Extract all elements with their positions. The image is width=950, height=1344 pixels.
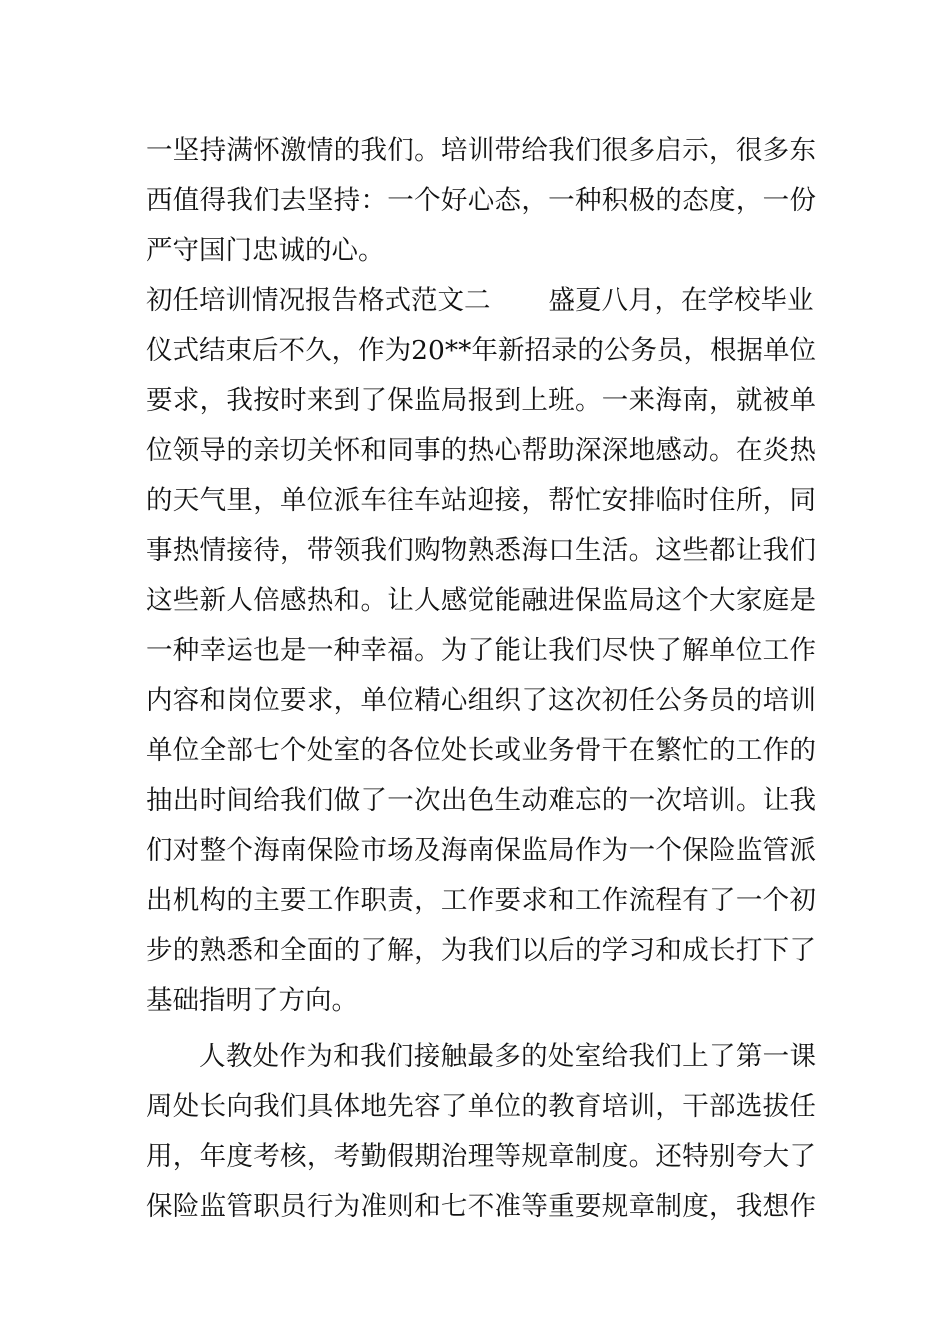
- text-line: 要求，我按时来到了保监局报到上班。一来海南，就被单: [146, 385, 816, 416]
- heading-line: [146, 276, 816, 326]
- text-line: 仪式结束后不久，作为20**年新招录的公务员，根据单位: [146, 335, 816, 366]
- text-line: 步的熟悉和全面的了解，为我们以后的学习和成长打下了: [146, 935, 816, 966]
- text-line: 一坚持满怀激情的我们。培训带给我们很多启示，很多东: [146, 135, 816, 166]
- text-line: 用，年度考核，考勤假期治理等规章制度。还特别夸大了: [146, 1141, 816, 1172]
- text-line: 抽出时间给我们做了一次出色生动难忘的一次培训。让我: [146, 785, 816, 816]
- text-line: 单位全部七个处室的各位处长或业务骨干在繁忙的工作的: [146, 735, 816, 766]
- text-line: 位领导的亲切关怀和同事的热心帮助深深地感动。在炎热: [146, 435, 816, 466]
- text-line: 基础指明了方向。: [146, 985, 358, 1016]
- text-line: 西值得我们去坚持：一个好心态，一种积极的态度，一份: [146, 185, 816, 216]
- text-line: 们对整个海南保险市场及海南保监局作为一个保险监管派: [146, 835, 816, 866]
- text-line: 一种幸运也是一种幸福。为了能让我们尽快了解单位工作: [146, 635, 816, 666]
- section-heading: 初任培训情况报告格式范文二: [146, 285, 491, 316]
- document-body: [146, 126, 816, 1232]
- text-line: 事热情接待，带领我们购物熟悉海口生活。这些都让我们: [146, 535, 816, 566]
- text-line-start: 盛夏八月，在学校毕业: [548, 285, 814, 316]
- text-line: 周处长向我们具体地先容了单位的教育培训，干部选拔任: [146, 1091, 816, 1122]
- text-line: 出机构的主要工作职责，工作要求和工作流程有了一个初: [146, 885, 816, 916]
- text-line: 人教处作为和我们接触最多的处室给我们上了第一课: [199, 1041, 816, 1072]
- text-line: 保险监管职员行为准则和七不准等重要规章制度，我想作: [146, 1191, 816, 1222]
- text-line: 这些新人倍感热和。让人感觉能融进保监局这个大家庭是: [146, 585, 816, 616]
- text-line: 内容和岗位要求，单位精心组织了这次初任公务员的培训: [146, 685, 816, 716]
- text-line: 的天气里，单位派车往车站迎接，帮忙安排临时住所，同: [146, 485, 816, 516]
- text-line: 严守国门忠诚的心。: [146, 235, 385, 266]
